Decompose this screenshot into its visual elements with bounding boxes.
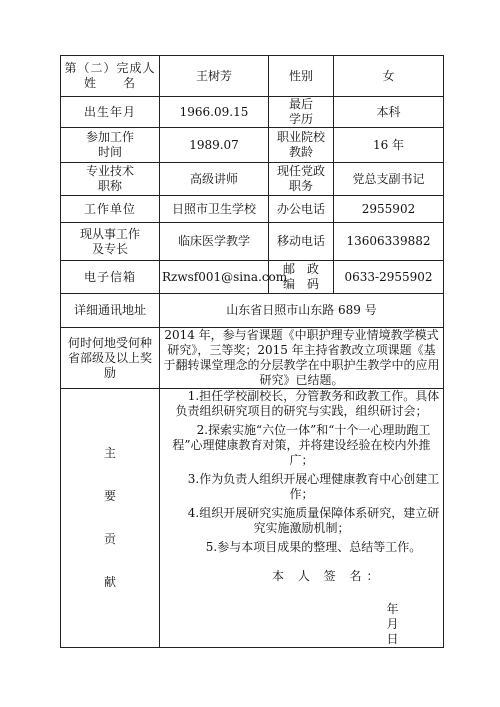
address-label: 详细通讯地址 [61, 294, 160, 328]
awards-value: 2014 年，参与省课题《中职护理专业情境教学模式研究》，三等奖；2015 年主持省教改立项课题《基于翻转课堂理念的分层教学在中职护生教学中的应用研究》已结题。 [160, 328, 444, 389]
name-value: 王树芳 [160, 56, 269, 97]
specialty-value: 临床医学教学 [160, 223, 269, 261]
row-work-start [61, 128, 444, 163]
office-phone-value: 2955902 [334, 196, 444, 223]
date-year-label: 年 [386, 602, 399, 616]
party-post-label-line2: 职务 [288, 179, 313, 193]
address-value: 山东省日照市山东路 689 号 [160, 294, 444, 328]
work-start-value: 1989.07 [160, 128, 269, 163]
party-post-label-line1: 现任党政 [276, 164, 325, 178]
row-specialty [61, 223, 444, 261]
party-post-value: 党总支副书记 [334, 163, 444, 196]
mobile-label: 移动电话 [269, 223, 334, 261]
work-start-label [61, 128, 160, 163]
awards-label-line1: 何时何地受何种 [67, 335, 152, 350]
awards-label [61, 328, 160, 389]
professional-title-value: 高级讲师 [160, 163, 269, 196]
birth-label: 出生年月 [61, 97, 160, 128]
contribution-item: 3.作为负责人组织开展心理健康教育中心创建工作； [187, 472, 440, 501]
postcode-label-line2: 编 码 [282, 277, 319, 291]
name-label-line1: 第（二）完成人 [64, 61, 156, 75]
professional-title-label [61, 163, 160, 196]
specialty-label [61, 223, 160, 261]
gender-label: 性别 [269, 56, 334, 97]
contributions-label-char-2: 要 [103, 489, 116, 503]
signature-label: 本 人 签 名： [272, 569, 384, 583]
professional-title-label-line1: 专业技术 [85, 164, 134, 178]
education-label-line1: 最后 [288, 97, 313, 111]
row-awards [61, 328, 444, 389]
completer-info-table [60, 55, 444, 648]
teaching-years-label-line2: 教龄 [288, 145, 313, 159]
email-value: Rzwsf001@sina.com [160, 261, 269, 294]
contribution-item: 2.探索实施“六位一体”和“十个一心理助跑工程”心理健康教育对策，并将建设经验在校内外推广； [172, 423, 431, 467]
work-start-label-line1: 参加工作 [85, 130, 134, 144]
gender-value: 女 [334, 56, 444, 97]
specialty-label-line2: 及专长 [91, 241, 128, 256]
office-phone-label: 办公电话 [269, 196, 334, 223]
postcode-value: 0633-2955902 [334, 261, 444, 294]
professional-title-label-line2: 职称 [97, 179, 122, 193]
row-title [61, 163, 444, 196]
work-unit-value: 日照市卫生学校 [160, 196, 269, 223]
contribution-item: 5.参与本项目成果的整理、总结等工作。 [205, 540, 422, 554]
contributions-label-char-3: 贡 [103, 532, 116, 546]
row-contributions [61, 389, 444, 648]
contribution-item: 4.组织开展研究实施质量保障体系研究，建立研究实施激励机制； [187, 506, 440, 535]
specialty-label-line1: 现从事工作 [79, 226, 140, 241]
education-label [269, 97, 334, 128]
party-post-label [269, 163, 334, 196]
contribution-item: 1.担任学校副校长，分管教务和政教工作。具体负责组织研究项目的研究与实践，组织研讨会； [175, 389, 440, 418]
contributions-label [61, 389, 160, 648]
contributions-label-char-4: 献 [103, 575, 116, 589]
teaching-years-label [269, 128, 334, 163]
birth-value: 1966.09.15 [160, 97, 269, 128]
work-start-label-line2: 时间 [97, 145, 122, 159]
work-unit-label: 工作单位 [61, 196, 160, 223]
contributions-label-char-1: 主 [103, 446, 116, 460]
education-value: 本科 [334, 97, 444, 128]
mobile-value: 13606339882 [334, 223, 444, 261]
postcode-label-line1: 邮 政 [282, 262, 319, 276]
row-address [61, 294, 444, 328]
date-month-label: 月 [386, 617, 399, 631]
name-label-line2: 姓 名 [83, 76, 136, 90]
row-email [61, 261, 444, 294]
name-label [61, 56, 160, 97]
row-unit [61, 196, 444, 223]
email-label: 电子信箱 [61, 261, 160, 294]
row-name [61, 56, 444, 97]
contributions-content [160, 389, 444, 648]
signature-date [162, 602, 441, 647]
teaching-years-value: 16 年 [334, 128, 444, 163]
row-birth [61, 97, 444, 128]
awards-label-line2: 省部级及以上奖励 [67, 350, 152, 380]
teaching-years-label-line1: 职业院校 [276, 130, 325, 144]
date-day-label: 日 [386, 632, 399, 646]
education-label-line2: 学历 [288, 112, 313, 126]
